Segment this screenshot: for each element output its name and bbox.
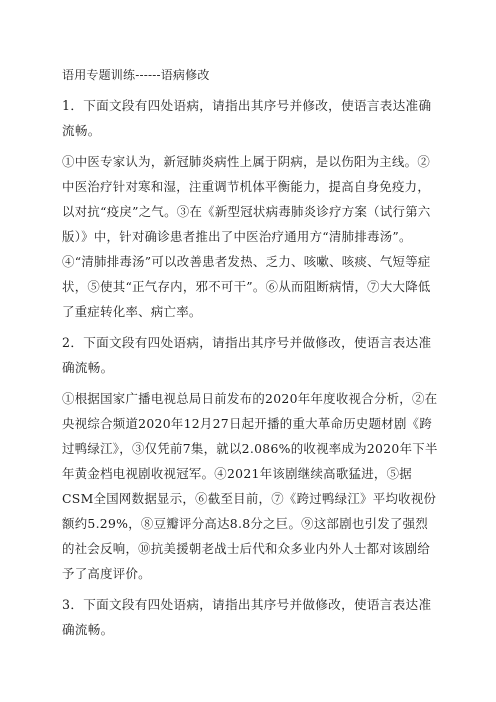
document-page <box>62 56 438 648</box>
question-2-prompt: 2．下面文段有四处语病，请指出其序号并做修改，使语言表达准确流畅。 <box>62 335 432 375</box>
question-3-prompt: 3．下面文段有四处语病，请指出其序号并做修改，使语言表达准确流畅。 <box>62 597 432 637</box>
question-2-passage: ①根据国家广播电视总局日前发布的2020年年度收视合分析，②在央视综合频道2020年12月27日起开播的重大革命历史题材剧《跨过鸭绿江》，③仅凭前7集，就以2.086%的收视率成为2020年下半年黄金档电视剧收视冠军。④2021年该剧继续高歌猛进，⑤据CSM全国网数据显示，⑥截至目前，⑦《跨过鸭绿江》平均收视份额约5.29%，⑧豆瓣评分高达8.8分之巨。⑨这部剧也引发了强烈的社会反响，⑩抗美援朝老战士后代和众多业内外人士都对该剧给予了高度评价。 <box>62 391 438 581</box>
document-title: 语用专题训练------语病修改 <box>62 68 210 82</box>
question-1-passage: ①中医专家认为，新冠肺炎病性上属于阴病，是以伤阳为主线。②中医治疗针对寒和湿，注重调节机体平衡能力，提高自身免疫力，以对抗“疫戾”之气。③在《新型冠状病毒肺炎诊疗方案（试行第六版）》中，针对确诊患者推出了中医治疗通用方“清肺排毒汤”。④“清肺排毒汤”可以改善患者发热、乏力、咳嗽、咳痰、气短等症状，⑤使其“正气存内，邪不可干”。⑥从而阻断病情，⑦大大降低了重症转化率、病亡率。 <box>62 154 431 319</box>
question-1-prompt: 1．下面文段有四处语病，请指出其序号并修改，使语言表达准确流畅。 <box>62 98 432 138</box>
